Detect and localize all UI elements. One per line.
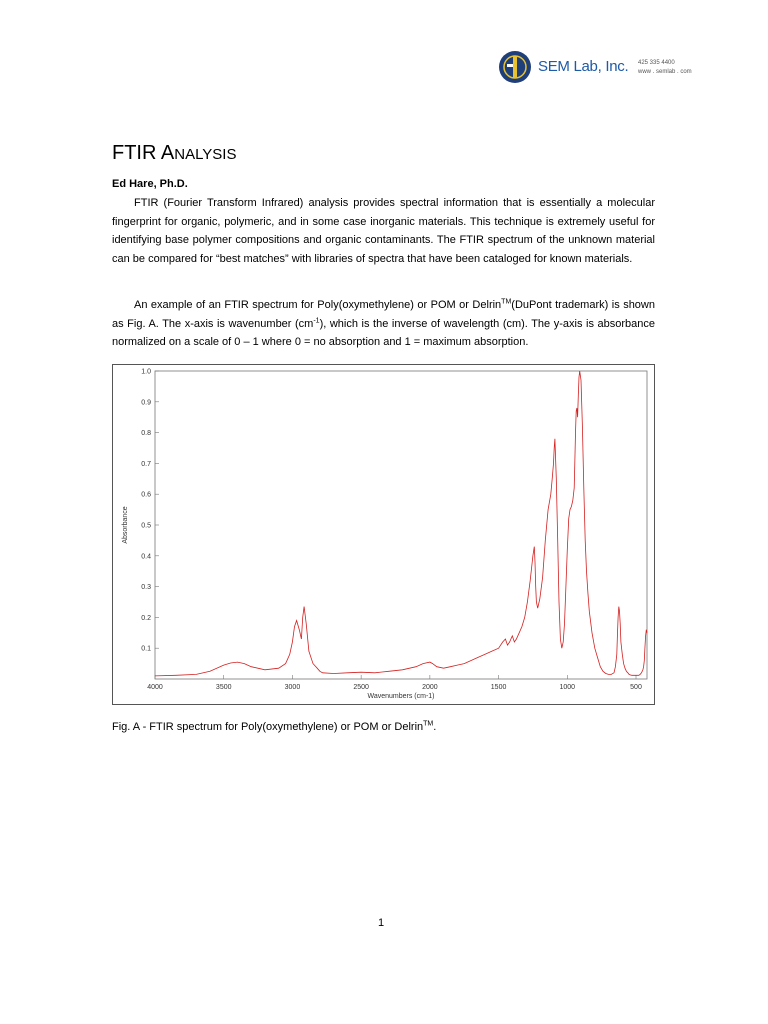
paragraph-example-part1: An example of an FTIR spectrum for Poly(oxymethylene) or POM or Delrin	[134, 299, 502, 311]
caption-part1: Fig. A - FTIR spectrum for Poly(oxymethylene) or POM or Delrin	[112, 721, 424, 733]
x-tick-label: 1000	[559, 684, 576, 691]
x-axis	[147, 675, 642, 691]
y-tick-label: 0.1	[141, 645, 151, 653]
figure-caption	[112, 721, 436, 733]
trademark-superscript: TM	[501, 298, 512, 306]
y-tick-label: 0.8	[141, 430, 151, 438]
paragraph-example	[112, 296, 655, 352]
ftir-spectrum-svg	[113, 365, 654, 704]
sem-lab-logo-icon	[498, 50, 532, 84]
y-tick-label: 0.9	[141, 399, 151, 407]
spectrum-series-line	[155, 371, 647, 676]
company-logo	[498, 50, 703, 86]
x-tick-label: 1500	[490, 684, 507, 691]
company-name: SEM Lab, Inc.	[538, 58, 629, 75]
company-contact	[638, 59, 692, 77]
paragraph-intro: FTIR (Fourier Transform Infrared) analysis provides spectral information that is essentially a molecular fingerprint for organic, polymeric, and in some case inorganic materials. This technique is extremely useful for identifying base polymer compositions and organic contaminants. The FTIR spectrum of the unknown material can be compared for “best matches” with libraries of spectra that have been cataloged for known materials.	[112, 197, 655, 265]
y-tick-label: 0.7	[141, 460, 151, 468]
title-smallcaps: NALYSIS	[174, 146, 237, 163]
ftir-spectrum-chart	[112, 364, 655, 705]
page-title	[112, 142, 236, 165]
x-tick-label: 500	[630, 684, 642, 691]
paragraph-example-part3: ), which is the inverse of wavelength (cm). The y-axis is absorbance normalized on a scale of 0 – 1 where 0 = no absorption and 1 = maximum absorption.	[112, 317, 655, 348]
x-axis-title: Wavenumbers (cm-1)	[367, 693, 435, 700]
caption-part2: .	[433, 721, 437, 733]
plot-area-frame	[155, 371, 647, 679]
x-tick-label: 4000	[147, 684, 163, 691]
caption-trademark-superscript: TM	[423, 720, 434, 728]
y-axis	[141, 369, 159, 653]
x-tick-label: 3000	[284, 684, 301, 691]
page-number: 1	[378, 917, 385, 929]
y-tick-label: 0.6	[141, 491, 151, 499]
y-axis-title: Absorbance	[122, 506, 129, 544]
paragraph-example-part2: (DuPont trademark) is shown as Fig. A. The x-axis is wavenumber (cm	[112, 299, 655, 330]
title-main: FTIR A	[112, 142, 175, 164]
inverse-cm-superscript: -1	[313, 316, 320, 324]
y-tick-label: 1.0	[141, 368, 151, 376]
company-website: www . semlab . com	[638, 69, 692, 75]
y-tick-label: 0.3	[141, 584, 151, 592]
y-tick-label: 0.5	[141, 522, 151, 530]
company-phone: 425 335 4400	[638, 60, 675, 66]
x-tick-label: 2000	[422, 684, 438, 691]
y-tick-label: 0.4	[141, 553, 151, 561]
x-tick-label: 2500	[353, 684, 369, 691]
author: Ed Hare, Ph.D.	[112, 178, 188, 190]
y-tick-label: 0.2	[141, 614, 151, 622]
x-tick-label: 3500	[215, 684, 232, 691]
